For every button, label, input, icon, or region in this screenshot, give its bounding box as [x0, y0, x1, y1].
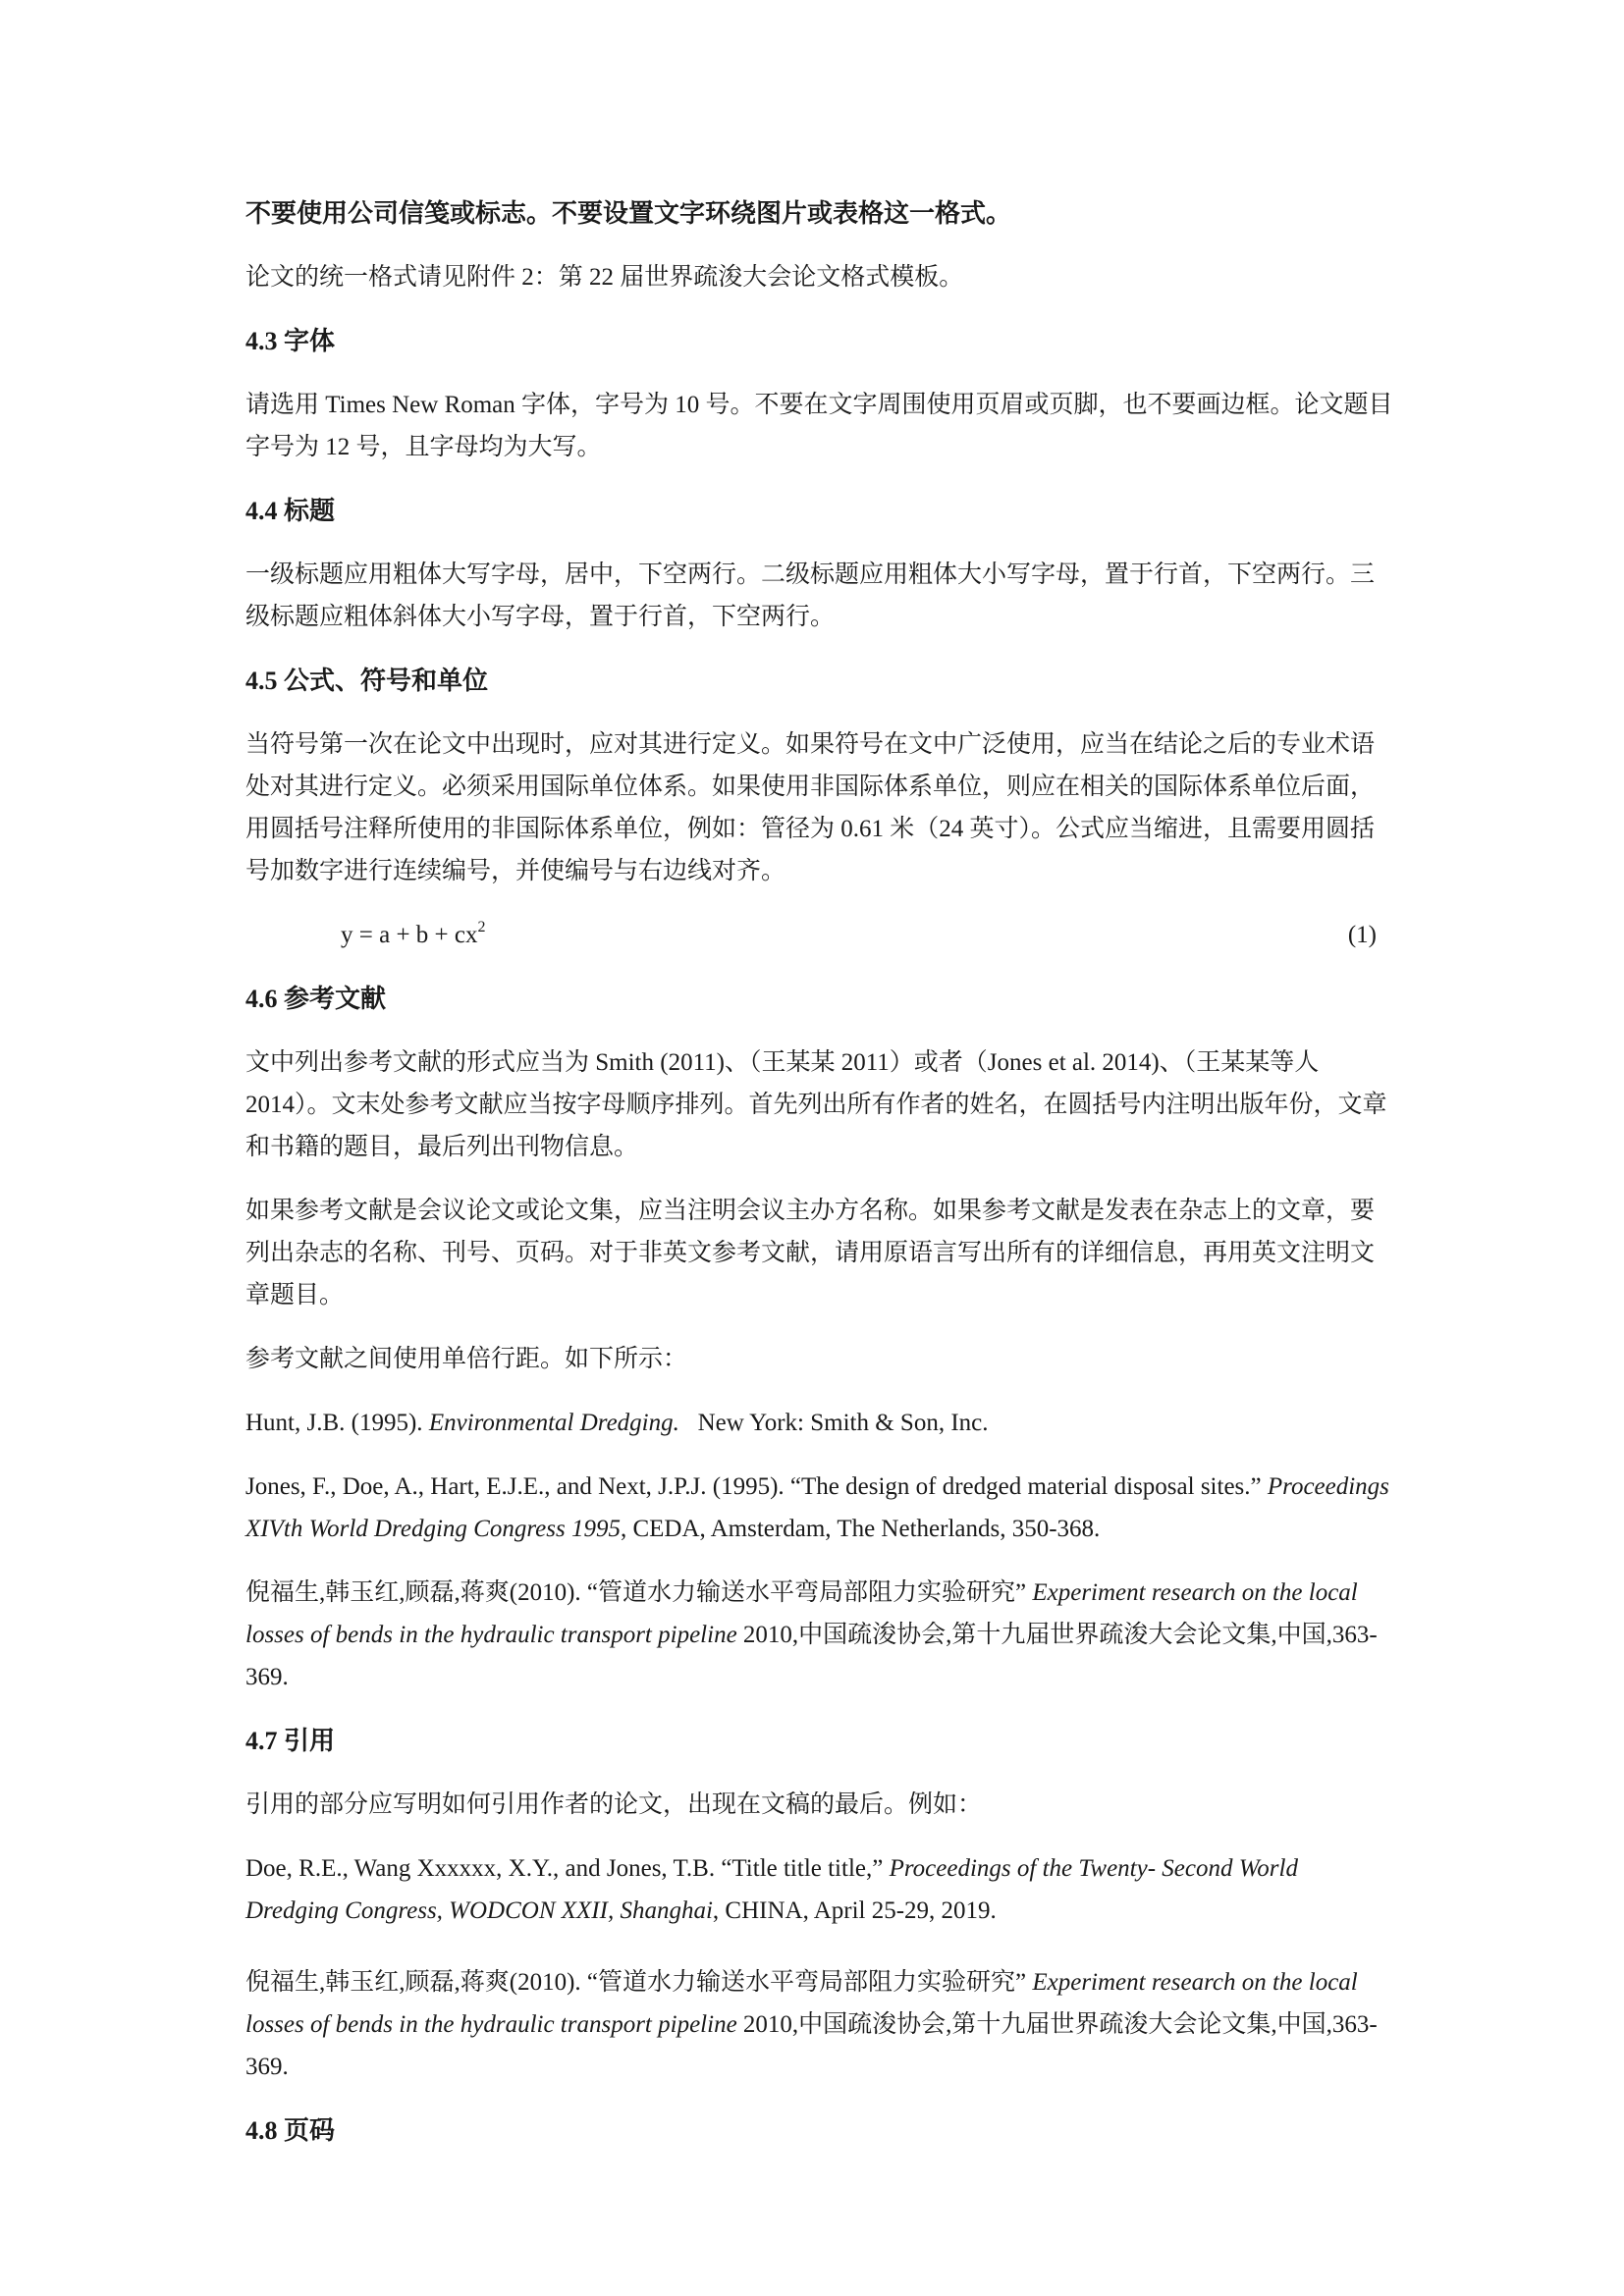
citation-authors: 倪福生,韩玉红,顾磊,蒋爽(2010). “管道水力输送水平弯局部阻力实验研究” — [245, 1969, 1033, 1996]
reference-publisher: , CEDA, Amsterdam, The Netherlands, 350-368. — [620, 1516, 1101, 1542]
reference-authors: Hunt, J.B. (1995). — [245, 1410, 429, 1436]
heading-page-numbers: 4.8 页码 — [245, 2116, 336, 2145]
font-body: 请选用 Times New Roman 字体，字号为 10 号。不要在文字周围使用页眉或页脚，也不要画边框。论文题目字号为 12 号，且字母均为大写。 — [245, 392, 1393, 460]
citation-title: Proceedings of the Twenty- Second World Dredging Congress, WODCON XXII, Shanghai — [245, 1855, 1298, 1924]
heading-formulas: 4.5 公式、符号和单位 — [245, 667, 489, 695]
references-para-3: 参考文献之间使用单倍行距。如下所示： — [245, 1346, 688, 1372]
reference-publisher: New York: Smith & Son, Inc. — [678, 1410, 989, 1436]
reference-title: Proceedings XIVth World Dredging Congress 1995 — [245, 1473, 1389, 1542]
formulas-body: 当符号第一次在论文中出现时，应对其进行定义。如果符号在文中广泛使用，应当在结论之后的专业术语处对其进行定义。必须采用国际单位体系。如果使用非国际体系单位，则应在相关的国际体系单位后面，用圆括号注释所使用的非国际体系单位，例如：管径为 0.61 米（24 英寸）。公式应当缩进，且需要用圆括号加数字进行连续编号，并使编号与右边线对齐。 — [245, 731, 1376, 884]
references-para-1: 文中列出参考文献的形式应当为 Smith (2011)、（王某某 2011）或者（Jones et al. 2014)、（王某某等人 2014）。文末处参考文献应当按字母顺序排列。首先列出所有作者的姓名，在圆括号内注明出版年份，文章和书籍的题目，最后列出刊物信息。 — [245, 1049, 1387, 1160]
citation-authors: Doe, R.E., Wang Xxxxxx, X.Y., and Jones, T.B. “Title title title,” — [245, 1855, 890, 1882]
citation-body: 引用的部分应写明如何引用作者的论文，出现在文稿的最后。例如： — [245, 1791, 983, 1818]
citation-entry — [245, 1961, 1394, 2088]
reference-authors: 倪福生,韩玉红,顾磊,蒋爽(2010). “管道水力输送水平弯局部阻力实验研究” — [245, 1579, 1033, 1606]
references-para-2: 如果参考文献是会议论文或论文集，应当注明会议主办方名称。如果参考文献是发表在杂志上的文章，要列出杂志的名称、刊号、页码。对于非英文参考文献，请用原语言写出所有的详细信息，再用英文注明文章题目。 — [245, 1198, 1376, 1308]
heading-citation: 4.7 引用 — [245, 1727, 336, 1755]
citation-details: 2010,中国疏浚协会,第十九届世界疏浚大会论文集,中国,363-369. — [245, 2011, 1378, 2080]
heading-font: 4.3 字体 — [245, 327, 336, 355]
reference-entry — [245, 1466, 1394, 1550]
page-content — [245, 192, 1394, 2173]
equation-base: y = a + b + cx — [341, 922, 478, 948]
citation-details: , CHINA, April 25-29, 2019. — [712, 1897, 997, 1924]
equation — [245, 914, 1394, 956]
reference-authors: Jones, F., Doe, A., Hart, E.J.E., and Next, J.P.J. (1995). “The design of dredged material disposal sites.” — [245, 1473, 1268, 1500]
heading-references: 4.6 参考文献 — [245, 985, 387, 1013]
equation-exponent: 2 — [477, 918, 486, 935]
reference-title: Experiment research on the local losses of bends in the hydraulic transport pipeline — [245, 1579, 1358, 1648]
heading-titles: 4.4 标题 — [245, 497, 336, 525]
notice-text: 不要使用公司信笺或标志。不要设置文字环绕图片或表格这一格式。 — [245, 199, 1012, 228]
titles-body: 一级标题应用粗体大写字母，居中，下空两行。二级标题应用粗体大小写字母，置于行首，下空两行。三级标题应粗体斜体大小写字母，置于行首，下空两行。 — [245, 561, 1376, 630]
reference-publisher: 2010,中国疏浚协会,第十九届世界疏浚大会论文集,中国,363-369. — [245, 1622, 1378, 1690]
reference-entry — [245, 1572, 1394, 1698]
equation-formula — [341, 914, 486, 956]
citation-title: Experiment research on the local losses of bends in the hydraulic transport pipeline — [245, 1969, 1358, 2038]
format-note: 论文的统一格式请见附件 2：第 22 届世界疏浚大会论文格式模板。 — [245, 264, 964, 291]
equation-number: (1) — [1347, 922, 1377, 948]
citation-entry — [245, 1847, 1394, 1932]
reference-title: Environmental Dredging. — [428, 1410, 679, 1436]
reference-entry — [245, 1402, 1394, 1444]
